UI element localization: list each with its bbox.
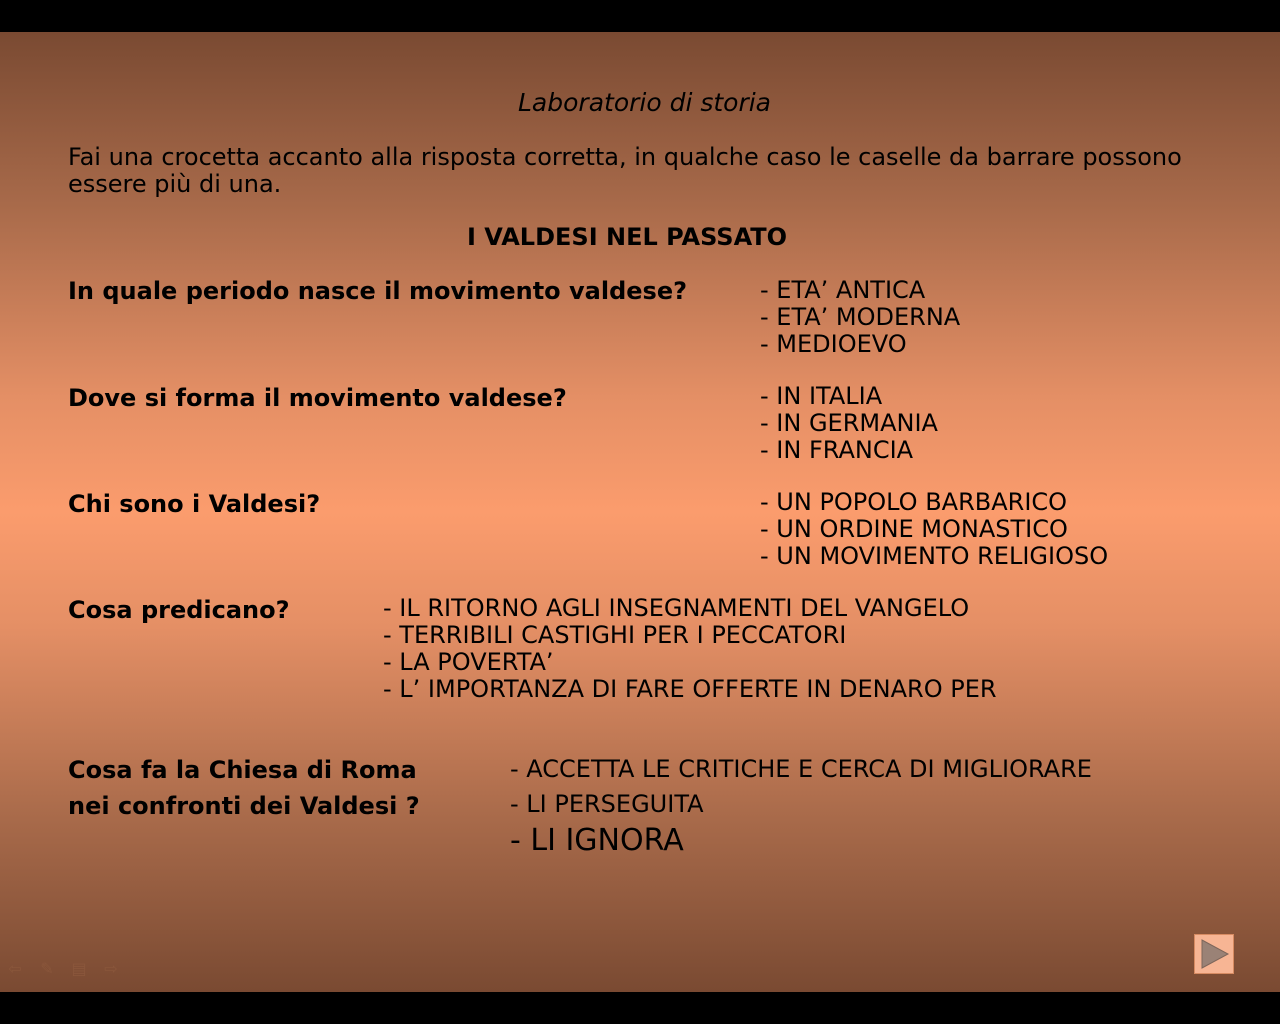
option[interactable]: - TERRIBILI CASTIGHI PER I PECCATORI	[383, 621, 847, 649]
option[interactable]: - ETA’ MODERNA	[760, 303, 961, 331]
question-1-options	[760, 277, 960, 358]
option[interactable]: - UN POPOLO BARBARICO	[760, 488, 1068, 516]
slideshow-toolbar	[6, 959, 120, 978]
option[interactable]: - L’ IMPORTANZA DI FARE OFFERTE IN DENARO PER	[383, 675, 997, 703]
option[interactable]: - IN ITALIA	[760, 382, 883, 410]
instructions-text: Fai una crocetta accanto alla risposta corretta, in qualche caso le caselle da barrare possono essere più di una.	[68, 143, 1182, 198]
back-arrow-icon[interactable]: ⇦	[8, 959, 22, 978]
option[interactable]: - LI IGNORA	[510, 823, 684, 858]
slide-subtitle: Laboratorio di storia	[518, 88, 772, 117]
question-5-line-2: nei confronti dei Valdesi ?	[68, 792, 420, 820]
letterbox-top	[0, 0, 1280, 32]
question-3-options	[760, 489, 1108, 570]
question-1: In quale periodo nasce il movimento valdese?	[68, 277, 688, 305]
play-triangle-icon	[1195, 935, 1233, 973]
option[interactable]: - ACCETTA LE CRITICHE E CERCA DI MIGLIORARE	[510, 755, 1092, 783]
slide-heading: I VALDESI NEL PASSATO	[467, 223, 788, 251]
next-slide-button[interactable]	[1194, 934, 1234, 974]
question-2: Dove si forma il movimento valdese?	[68, 384, 567, 412]
option[interactable]: - IN GERMANIA	[760, 409, 938, 437]
forward-arrow-icon[interactable]: ⇨	[104, 959, 118, 978]
option[interactable]: - IL RITORNO AGLI INSEGNAMENTI DEL VANGELO	[383, 594, 970, 622]
question-2-options	[760, 383, 938, 464]
option[interactable]: - ETA’ ANTICA	[760, 276, 926, 304]
option[interactable]: - MEDIOEVO	[760, 330, 907, 358]
option[interactable]: - UN MOVIMENTO RELIGIOSO	[760, 542, 1109, 570]
question-4-options	[383, 595, 997, 703]
menu-icon[interactable]: ▤	[71, 959, 87, 978]
option[interactable]: - UN ORDINE MONASTICO	[760, 515, 1068, 543]
question-4: Cosa predicano?	[68, 596, 290, 624]
option[interactable]: - IN FRANCIA	[760, 436, 914, 464]
option[interactable]: - LI PERSEGUITA	[510, 790, 704, 818]
letterbox-bottom	[0, 992, 1280, 1024]
option[interactable]: - LA POVERTA’	[383, 648, 554, 676]
pen-icon[interactable]: ✎	[40, 959, 54, 978]
slide	[0, 32, 1280, 992]
question-3: Chi sono i Valdesi?	[68, 490, 321, 518]
question-5-line-1: Cosa fa la Chiesa di Roma	[68, 756, 417, 784]
